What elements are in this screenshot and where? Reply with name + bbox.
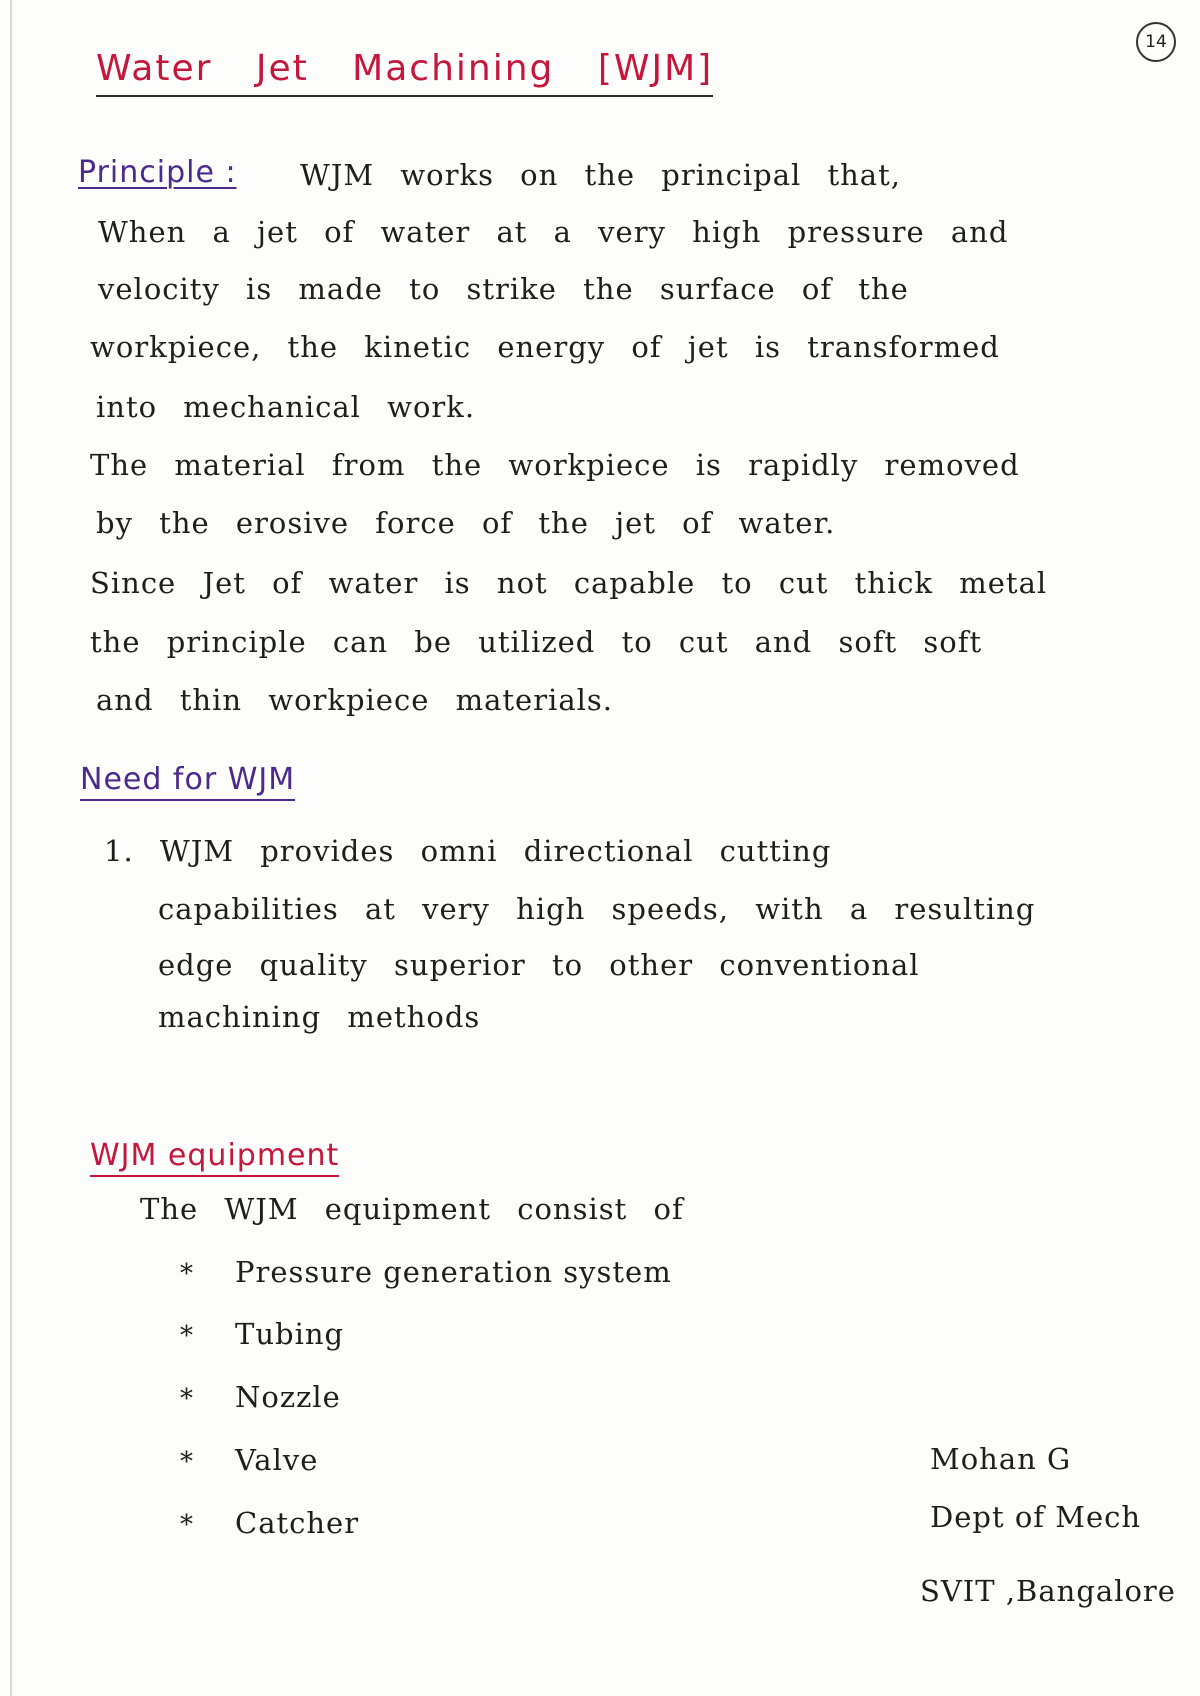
principle-line: workpiece, the kinetic energy of jet is transformed [90, 330, 1000, 364]
principle-heading: Principle : [78, 155, 237, 190]
list-item [180, 1506, 359, 1540]
bullet-icon: * [180, 1510, 194, 1540]
principle-line: the principle can be utilized to cut and soft soft [90, 625, 983, 659]
need-line: machining methods [158, 1000, 481, 1034]
list-item [180, 1317, 344, 1351]
equipment-heading: WJM equipment [90, 1138, 339, 1177]
equipment-intro: The WJM equipment consist of [140, 1192, 684, 1226]
principle-line: The material from the workpiece is rapidly removed [90, 448, 1020, 482]
principle-line: WJM works on the principal that, [300, 158, 901, 192]
signature-name: Mohan G [930, 1442, 1072, 1476]
need-line: capabilities at very high speeds, with a resulting [158, 892, 1036, 926]
list-item-label: Valve [235, 1443, 319, 1477]
principle-line: into mechanical work. [96, 390, 476, 424]
bullet-icon: * [180, 1321, 194, 1351]
list-item-label: Pressure generation system [235, 1255, 672, 1289]
bullet-icon: * [180, 1447, 194, 1477]
list-item [180, 1255, 672, 1289]
bullet-icon: * [180, 1259, 194, 1289]
signature-institution: SVIT ,Bangalore [920, 1574, 1176, 1608]
principle-line: and thin workpiece materials. [96, 683, 613, 717]
principle-line: velocity is made to strike the surface of the [98, 272, 909, 306]
signature-dept: Dept of Mech [930, 1500, 1142, 1534]
page-number: 14 [1136, 22, 1176, 62]
list-item-label: Nozzle [235, 1380, 341, 1414]
principle-line: When a jet of water at a very high pressure and [98, 215, 1009, 249]
list-item [180, 1443, 318, 1477]
need-line: 1. WJM provides omni directional cutting [104, 834, 832, 868]
principle-line: by the erosive force of the jet of water. [96, 506, 836, 540]
bullet-icon: * [180, 1384, 194, 1414]
list-item-label: Catcher [235, 1506, 360, 1540]
need-heading: Need for WJM [80, 762, 295, 801]
list-item-label: Tubing [235, 1317, 345, 1351]
page-title: Water Jet Machining [WJM] [96, 48, 713, 97]
margin-line [10, 0, 12, 1696]
need-line: edge quality superior to other conventional [158, 948, 920, 982]
list-item [180, 1380, 341, 1414]
principle-line: Since Jet of water is not capable to cut thick metal [90, 566, 1048, 600]
